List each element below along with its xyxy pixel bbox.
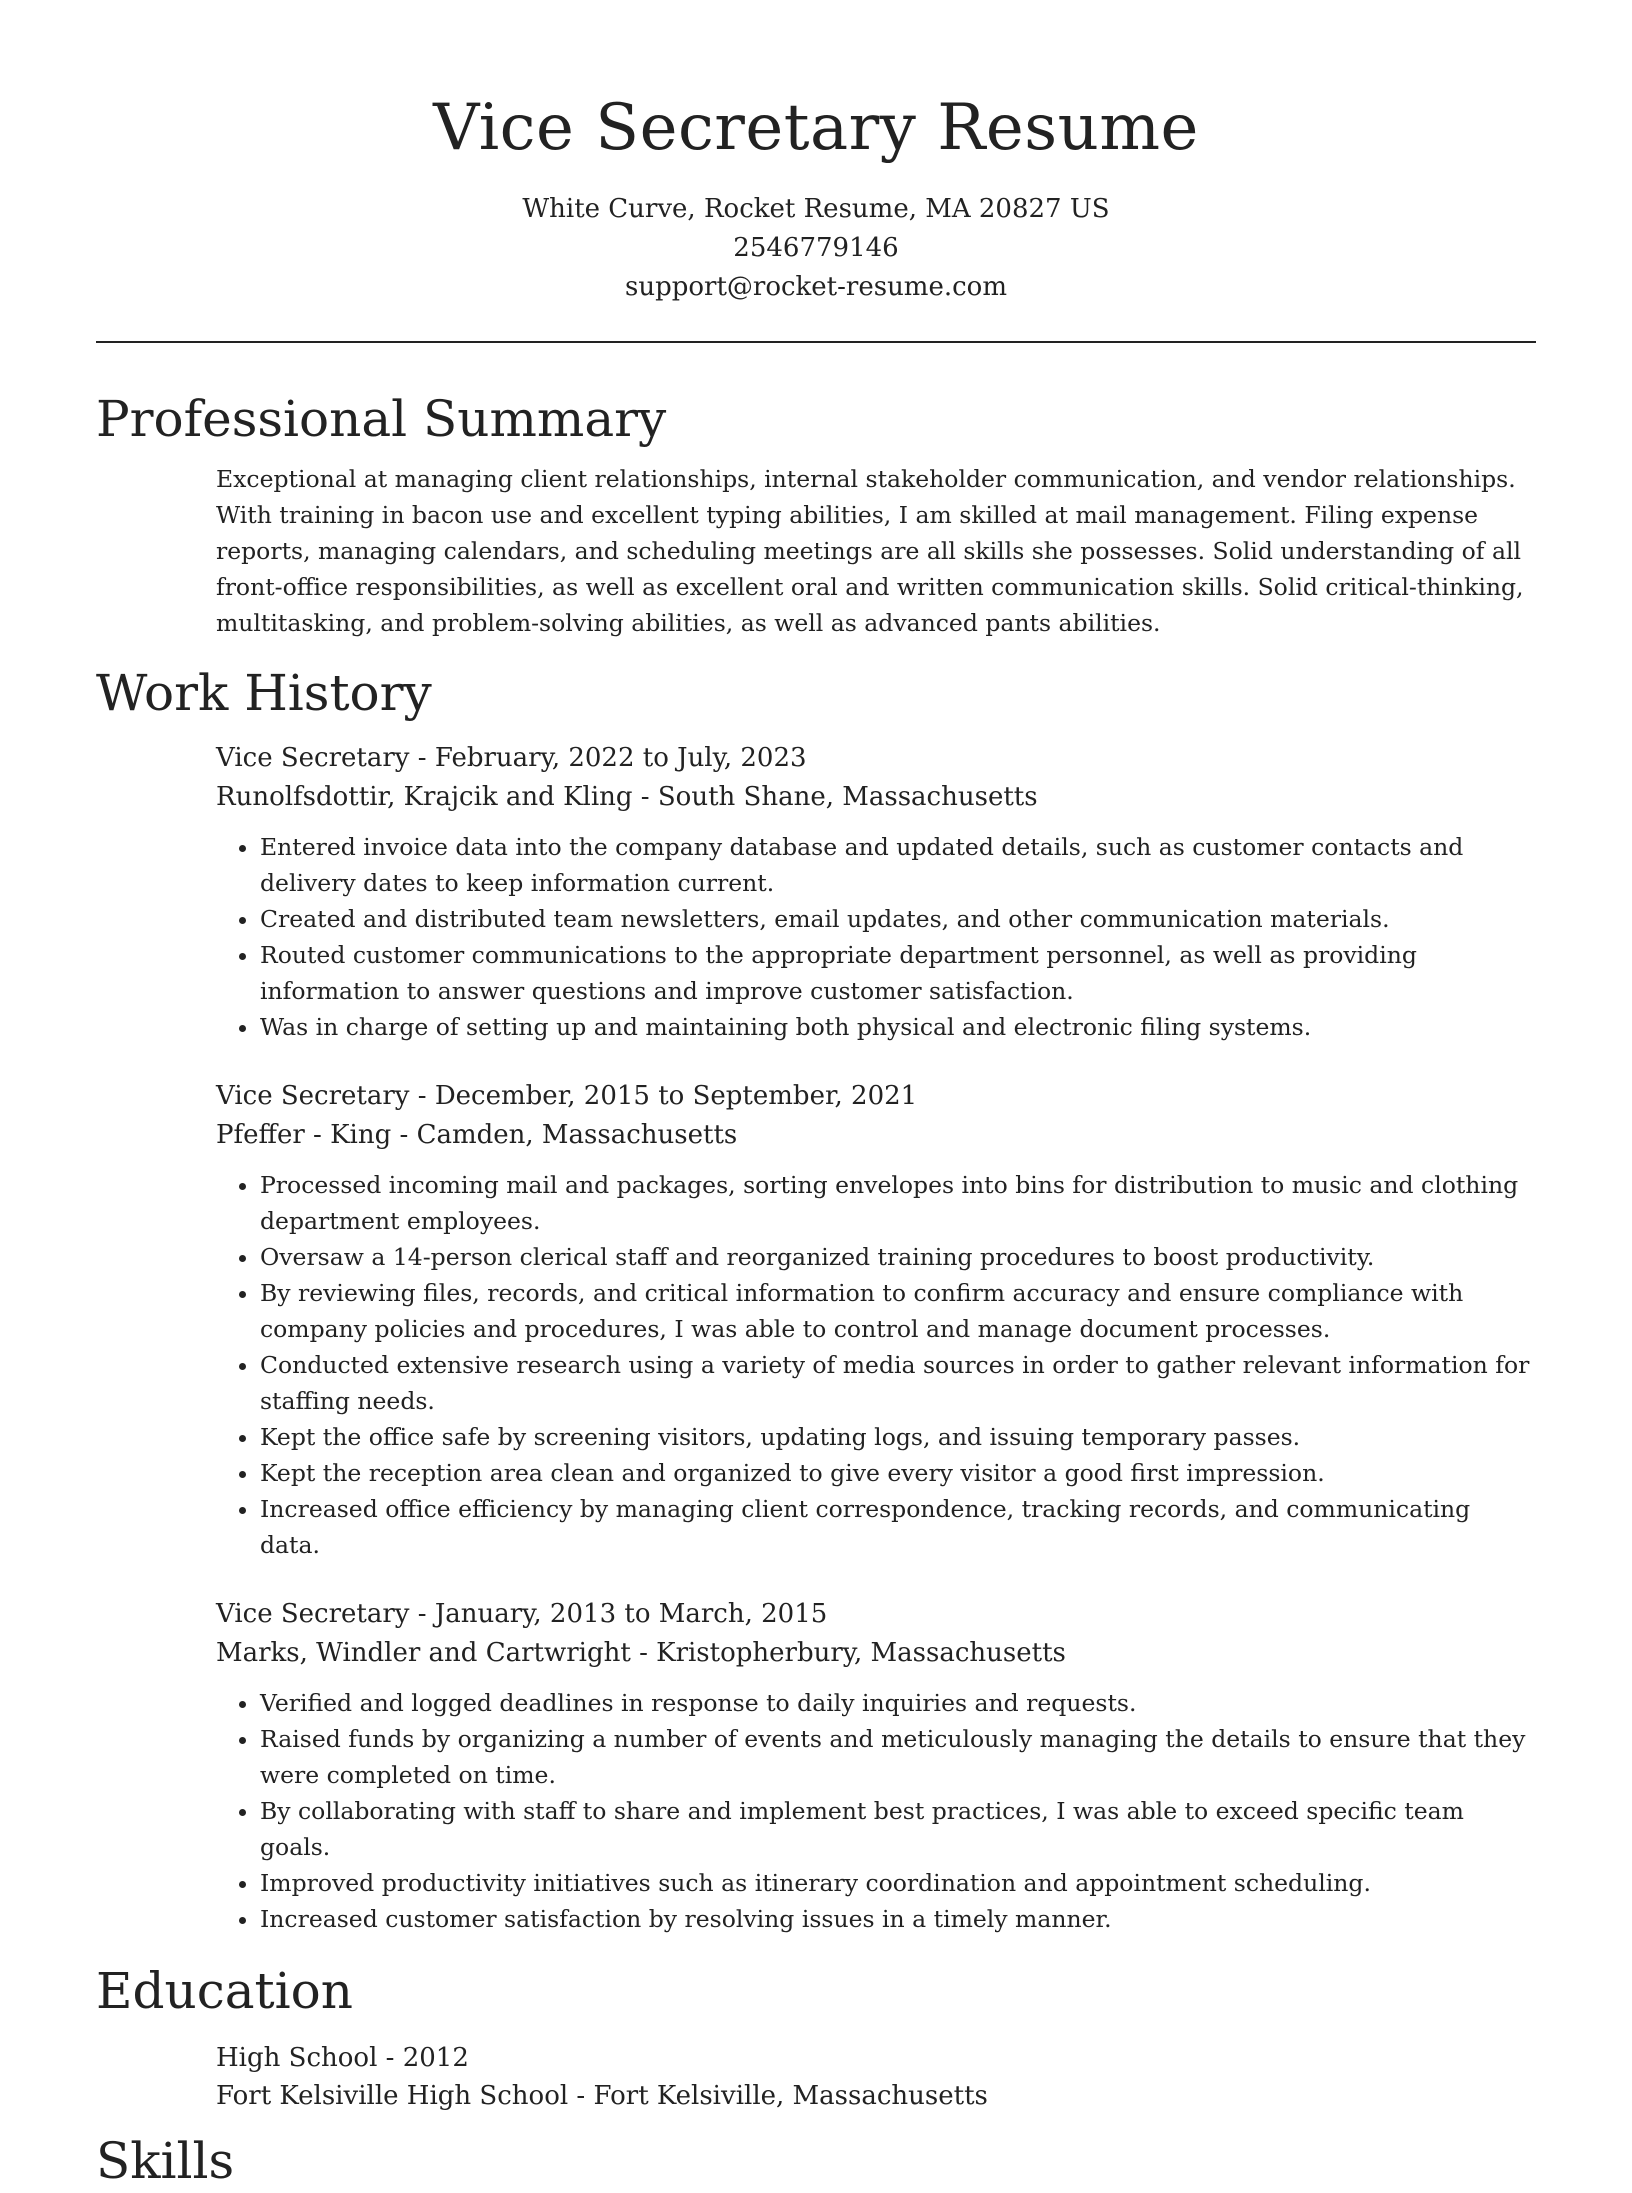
job-bullet: • Processed incoming mail and packages, sorting envelopes into bins for distribution to music and clothing department employees.	[260, 1167, 1536, 1239]
work-history-heading: Work History	[96, 664, 432, 722]
summary-heading: Professional Summary	[96, 390, 667, 448]
education-degree: High School	[216, 2043, 378, 2073]
job-title-line: Vice Secretary - February, 2022 to July, 2023	[216, 743, 807, 773]
job-location: Kristopherbury, Massachusetts	[656, 1638, 1066, 1668]
job-dates: January, 2013 to March, 2015	[434, 1599, 828, 1629]
education-section	[96, 1959, 1536, 2115]
job-company: Runolfsdottir, Krajcik and Kling	[216, 782, 633, 812]
education-school-line: Fort Kelsiville High School - Fort Kelsiville, Massachusetts	[216, 2081, 988, 2111]
job-location: Camden, Massachusetts	[416, 1120, 738, 1150]
summary-section	[96, 387, 1536, 641]
summary-text: Exceptional at managing client relationships, internal stakeholder communication, and vendor relationships. With training in bacon use and excellent typing abilities, I am skilled at mail management. Filing expense reports, managing calendars, and scheduling meetings are all skills she possesses. Solid understanding of all front-office responsibilities, as well as excellent oral and written communication skills. Solid critical-thinking, multitasking, and problem-solving abilities, as well as advanced pants abilities.	[216, 465, 1524, 637]
job-bullet: • Raised funds by organizing a number of events and meticulously managing the details to ensure that they were completed on time.	[260, 1721, 1536, 1793]
job-entry	[216, 1077, 1536, 1563]
education-location: Fort Kelsiville, Massachusetts	[593, 2081, 988, 2111]
job-entry	[216, 739, 1536, 1045]
job-bullets	[216, 1685, 1536, 1937]
contact-block	[96, 190, 1536, 307]
job-bullet: • By collaborating with staff to share and implement best practices, I was able to exceed specific team goals.	[260, 1793, 1536, 1865]
education-entry	[216, 2039, 1536, 2115]
job-company-line: Runolfsdottir, Krajcik and Kling - South Shane, Massachusetts	[216, 782, 1038, 812]
job-location: South Shane, Massachusetts	[657, 782, 1038, 812]
job-bullet: • By reviewing files, records, and critical information to confirm accuracy and ensure compliance with company policies and procedures, I was able to control and manage document processes.	[260, 1275, 1536, 1347]
resume-title: Vice Secretary Resume	[433, 91, 1199, 165]
job-title-line: Vice Secretary - December, 2015 to September, 2021	[216, 1081, 918, 1111]
job-bullet: • Entered invoice data into the company database and updated details, such as customer contacts and delivery dates to keep information current.	[260, 829, 1536, 901]
job-entry	[216, 1595, 1536, 1937]
work-history-section	[96, 661, 1536, 1937]
job-bullet: • Increased customer satisfaction by resolving issues in a timely manner.	[260, 1901, 1536, 1937]
contact-phone: 2546779146	[733, 233, 899, 263]
header-divider	[96, 341, 1536, 343]
job-title: Vice Secretary	[216, 743, 410, 773]
job-bullet: • Routed customer communications to the appropriate department personnel, as well as providing information to answer questions and improve customer satisfaction.	[260, 937, 1536, 1009]
job-title: Vice Secretary	[216, 1081, 410, 1111]
job-company: Marks, Windler and Cartwright	[216, 1638, 631, 1668]
job-bullet: • Increased office efficiency by managing client correspondence, tracking records, and communicating data.	[260, 1491, 1536, 1563]
job-bullets	[216, 1167, 1536, 1563]
job-dates: December, 2015 to September, 2021	[434, 1081, 918, 1111]
resume-page	[96, 0, 1536, 2193]
job-title-line: Vice Secretary - January, 2013 to March, 2015	[216, 1599, 828, 1629]
contact-email: support@rocket-resume.com	[624, 272, 1007, 302]
job-company: Pfeffer - King	[216, 1120, 392, 1150]
job-bullet: • Kept the reception area clean and organized to give every visitor a good first impression.	[260, 1455, 1536, 1491]
job-bullets	[216, 829, 1536, 1045]
job-bullet: • Conducted extensive research using a variety of media sources in order to gather relevant information for staffing needs.	[260, 1347, 1536, 1419]
job-bullet: • Was in charge of setting up and maintaining both physical and electronic filing systems.	[260, 1009, 1536, 1045]
job-bullet: • Kept the office safe by screening visitors, updating logs, and issuing temporary passes.	[260, 1419, 1536, 1455]
education-heading: Education	[96, 1962, 353, 2020]
education-degree-line: High School - 2012	[216, 2043, 469, 2073]
job-company-line: Pfeffer - King - Camden, Massachusetts	[216, 1120, 738, 1150]
job-company-line: Marks, Windler and Cartwright - Kristopherbury, Massachusetts	[216, 1638, 1066, 1668]
job-title: Vice Secretary	[216, 1599, 410, 1629]
contact-address: White Curve, Rocket Resume, MA 20827 US	[522, 194, 1110, 224]
education-year: 2012	[402, 2043, 469, 2073]
skills-heading: Skills	[96, 2132, 235, 2190]
education-school: Fort Kelsiville High School	[216, 2081, 569, 2111]
job-bullet: • Created and distributed team newsletters, email updates, and other communication materials.	[260, 901, 1536, 937]
job-bullet: • Improved productivity initiatives such as itinerary coordination and appointment scheduling.	[260, 1865, 1536, 1901]
job-dates: February, 2022 to July, 2023	[434, 743, 807, 773]
job-bullet: • Verified and logged deadlines in response to daily inquiries and requests.	[260, 1685, 1536, 1721]
job-bullet: • Oversaw a 14-person clerical staff and reorganized training procedures to boost productivity.	[260, 1239, 1536, 1275]
skills-section	[96, 2129, 1536, 2193]
